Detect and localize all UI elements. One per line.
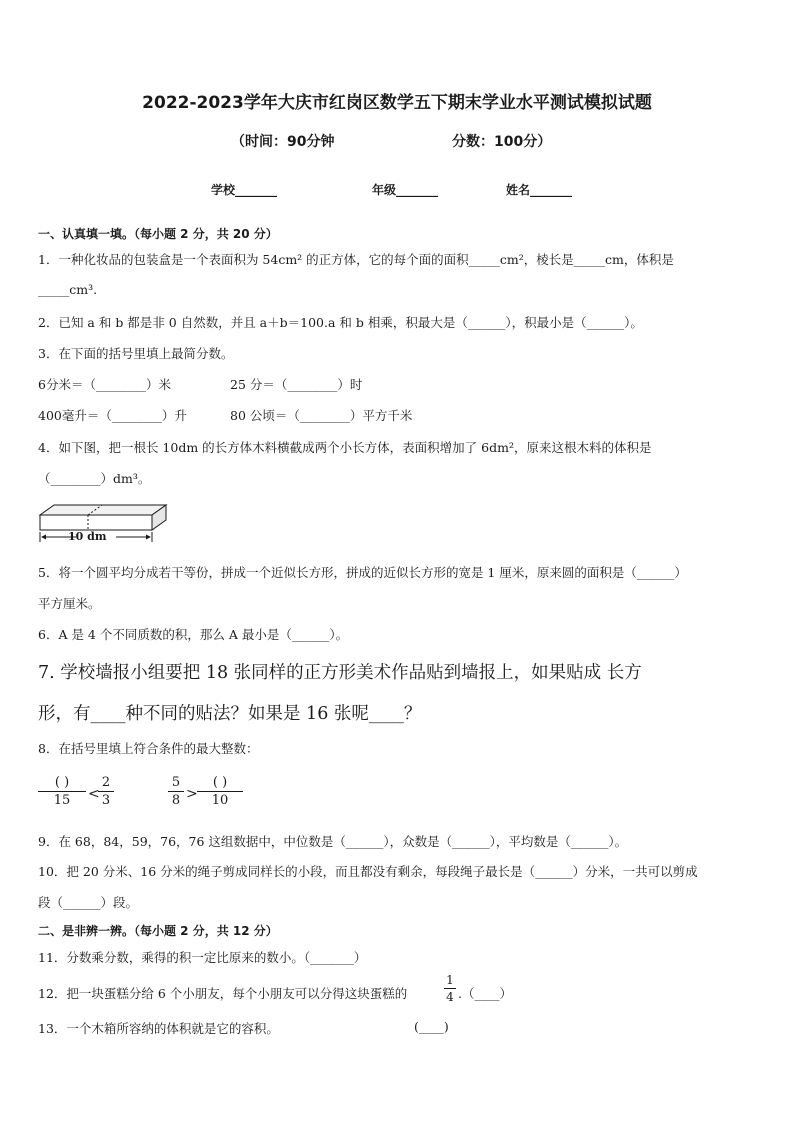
- fraction-blank-over-10[interactable]: [197, 775, 243, 808]
- fraction-numerator: 1: [446, 973, 454, 987]
- question-4-line-2: （________）dm³。: [38, 471, 151, 486]
- exam-score: 分数：100分）: [452, 134, 552, 150]
- question-7-line-1: 7. 学校墙报小组要把 18 张同样的正方形美术作品贴到墙报上，如果贴成 长方: [38, 663, 642, 683]
- fraction-denominator: 3: [101, 793, 111, 808]
- fraction-two-thirds: [98, 775, 114, 808]
- question-10-line-2: 段（______）段。: [38, 895, 139, 910]
- fraction-one-quarter: [444, 973, 456, 1004]
- question-12-answer-blank[interactable]: .（____）: [458, 986, 512, 1001]
- section-1-heading: 一、认真填一填。（每小题 2 分，共 20 分）: [38, 227, 278, 241]
- question-3-item-d: 80 公顷＝（________）平方千米: [230, 408, 413, 423]
- question-13-text: 13．一个木箱所容纳的体积就是它的容积。: [38, 1021, 279, 1036]
- question-4-line-1: 4．如下图，把一根长 10dm 的长方体木料横截成两个小长方体，表面积增加了 6dm²，原来这根木料的体积是: [38, 440, 652, 455]
- fraction-denominator: 4: [446, 990, 454, 1004]
- grade-field[interactable]: 年级_______: [372, 183, 439, 197]
- page-title: 2022-2023学年大庆市红岗区数学五下期末学业水平测试模拟试题: [142, 93, 652, 113]
- question-1-line-2: _____cm³.: [38, 282, 98, 297]
- fraction-numerator: 5: [171, 775, 181, 790]
- less-than-sign: <: [88, 786, 100, 802]
- greater-than-sign: >: [186, 786, 198, 802]
- question-1-line-1: 1．一种化妆品的包装盒是一个表面积为 54cm² 的正方体，它的每个面的面积_____cm²，棱长是_____cm，体积是: [38, 252, 674, 267]
- figure-length-label: 10 dm: [68, 530, 107, 543]
- fraction-numerator[interactable]: ( ): [54, 775, 70, 790]
- section-2-heading: 二、是非辨一辨。（每小题 2 分，共 12 分）: [38, 924, 278, 938]
- question-2: 2．已知 a 和 b 都是非 0 自然数，并且 a＋b＝100.a 和 b 相乘，积最大是（______），积最小是（______）。: [38, 315, 643, 330]
- question-3-item-b: 25 分＝（________）时: [230, 377, 363, 392]
- exam-time: （时间：90分钟: [231, 134, 335, 150]
- question-10-line-1: 10．把 20 分米、16 分米的绳子剪成同样长的小段，而且都没有剩余，每段绳子最长是（______）分米，一共可以剪成: [38, 864, 698, 879]
- question-5-line-2: 平方厘米。: [38, 596, 101, 611]
- question-3-item-a: 6分米＝（________）米: [38, 377, 171, 392]
- question-3-item-c: 400毫升＝（________）升: [38, 408, 187, 423]
- question-7-line-2: 形，有____种不同的贴法？如果是 16 张呢____？: [38, 704, 422, 724]
- question-11: 11．分数乘分数，乘得的积一定比原来的数小。（_______）: [38, 950, 367, 965]
- fraction-denominator: 10: [211, 793, 229, 808]
- fraction-blank-over-15[interactable]: [38, 775, 86, 808]
- question-5-line-1: 5．将一个圆平均分成若干等份，拼成一个近似长方形，拼成的近似长方形的宽是 1 厘米，原来圆的面积是（______）: [38, 565, 687, 580]
- name-field[interactable]: 姓名_______: [506, 183, 573, 197]
- fraction-denominator: 8: [171, 793, 181, 808]
- question-6: 6．A 是 4 个不同质数的积，那么 A 最小是（______）。: [38, 627, 349, 642]
- question-12-text: 12．把一块蛋糕分给 6 个小朋友，每个小朋友可以分得这块蛋糕的: [38, 986, 408, 1001]
- school-field[interactable]: 学校_______: [211, 183, 278, 197]
- fraction-numerator[interactable]: ( ): [212, 775, 228, 790]
- fraction-numerator: 2: [101, 775, 111, 790]
- question-9: 9．在 68，84，59，76，76 这组数据中，中位数是（______），众数是（______），平均数是（______）。: [38, 834, 628, 849]
- fraction-five-eighths: [168, 775, 184, 808]
- question-8-prompt: 8．在括号里填上符合条件的最大整数：: [38, 741, 259, 756]
- question-3-prompt: 3．在下面的括号里填上最简分数。: [38, 346, 234, 361]
- fraction-denominator: 15: [53, 793, 71, 808]
- question-13-answer-blank[interactable]: (____): [414, 1019, 449, 1034]
